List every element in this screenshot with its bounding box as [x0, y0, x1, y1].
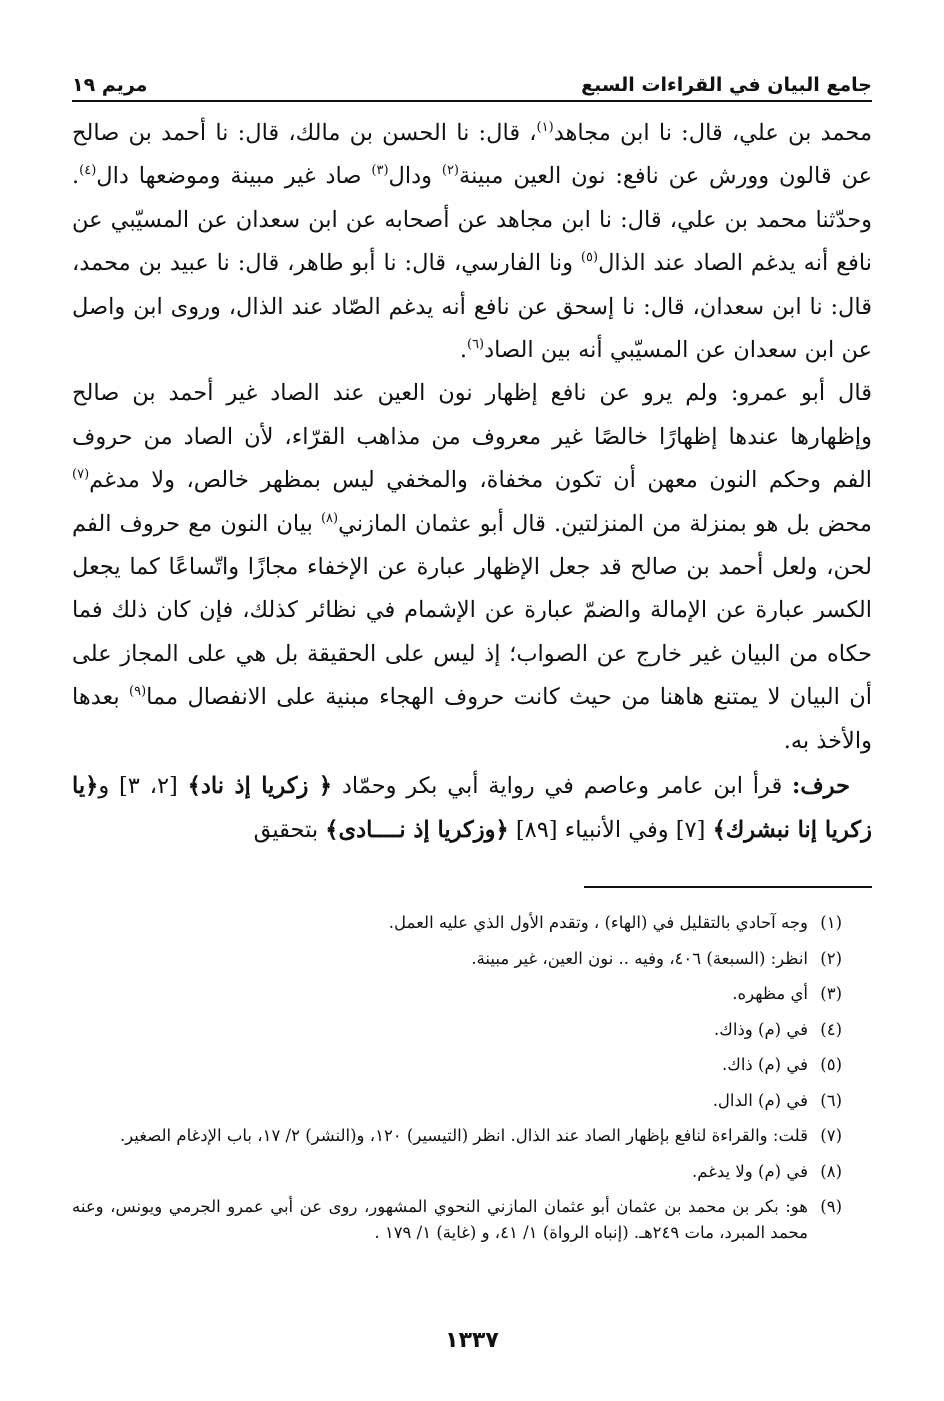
footnote-ref-8[interactable]: (٨): [320, 510, 339, 526]
footnote-number: (٩): [820, 1197, 842, 1216]
harf-label: حرف:: [792, 773, 850, 800]
footnote-8: [72, 1154, 842, 1190]
footnote-3: [72, 976, 842, 1012]
footnote-6: [72, 1083, 842, 1119]
footnote-ref-7[interactable]: (٧): [72, 467, 90, 483]
footnote-text: هو: بكر بن محمد بن عثمان أبو عثمان المازني النحوي المشهور، روى عن أبي عمرو الجرمي ويونس، وعنه محمد المبرد، مات ٢٤٩هـ. (إنباه الرواة) ١/ ٤١، و (غاية) ١/ ١٧٩ .: [72, 1197, 808, 1242]
quran-quote-3: ﴿وزكريا إذ نــــادى﴾: [325, 816, 509, 843]
footnote-text: في (م) وذاك.: [714, 1019, 808, 1039]
footnote-number: (٦): [820, 1090, 842, 1110]
footnote-number: (٢): [820, 948, 842, 968]
footnote-number: (٨): [820, 1161, 842, 1181]
footnote-text: في (م) ولا يدغم.: [692, 1161, 808, 1181]
footnote-4: [72, 1012, 842, 1048]
footnote-number: (١): [820, 913, 842, 932]
quran-quote-1: ﴿ زكريا إذ ناد﴾: [187, 773, 333, 800]
paragraph-1: محمد بن علي، قال: نا ابن مجاهد$^{(١)}$، قال: نا الحسن بن مالك، قال: نا أحمد بن صالح عن قالون وورش عن نافع: نون العين مبينة$^{(٢)}$ ودال$^{(٣)}$ صاد غير مبينة وموضعها دال$^{(٤)}$. وحدّثنا محمد بن علي، قال: نا ابن مجاهد عن أصحابه عن ابن سعدان عن المسيّبي عن نافع أنه يدغم الصاد عند الذال$^{(٥)}$ ونا الفارسي، قال: نا أبو طاهر، قال: نا عبيد بن محمد، قال: نا ابن سعدان، قال: نا إسحق عن نافع أنه يدغم الصّاد عند الذال، وروى ابن واصل عن ابن سعدان عن المسيّبي أنه بين الصاد$^{(٦)}$.: [72, 120, 872, 364]
footnote-separator: [584, 886, 872, 888]
footnote-text: انظر: (السبعة) ٤٠٦، وفيه .. نون العين، غير مبينة.: [471, 948, 808, 968]
quran-quote-2: ﴿يا زكريا إنا نبشرك﴾: [72, 773, 872, 843]
footnote-1: [72, 905, 842, 941]
footnote-number: (٧): [820, 1126, 842, 1145]
footnote-ref-4[interactable]: (٤): [79, 163, 97, 179]
book-title: جامع البيان في القراءات السبع: [581, 74, 872, 96]
main-text: [72, 112, 872, 852]
footnote-text: وجه آحادي بالتقليل في (الهاء) ، وتقدم الأول الذي عليه العمل.: [388, 913, 808, 932]
footnote-number: (٤): [820, 1019, 842, 1039]
footnote-ref-5[interactable]: (٥): [580, 250, 599, 266]
footnote-text: في (م) ذاك.: [722, 1055, 808, 1074]
running-header: [72, 56, 872, 96]
header-rule: [72, 100, 872, 102]
footnote-text: قلت: والقراءة لنافع بإظهار الصاد عند الذال. انظر (التيسير) ١٢٠، و(النشر) ٢/ ١٧، باب الإدغام الصغير.: [119, 1126, 808, 1145]
page-number: ١٣٣٧: [445, 1328, 499, 1353]
footnotes: [72, 905, 842, 1246]
paragraph-2: قال أبو عمرو: ولم يرو عن نافع إظهار نون العين عند الصاد غير أحمد بن صالح وإظهارها عندها إظهارًا خالصًا غير معروف من مذاهب القرّاء، لأن الصاد من حروف الفم وحكم النون معهن أن تكون مخفاة، والمخفي ليس بمظهر خالص، ولا مدغم$^{(٧)}$ محض بل هو بمنزلة من المنزلتين. قال أبو عثمان المازني$^{(٨)}$ بيان النون مع حروف الفم لحن، ولعل أحمد بن صالح قد جعل الإظهار عبارة عن الإخفاء مجازًا واتّساعًا كما يجعل الكسر عبارة عن الإمالة والضمّ عبارة عن الإشمام في نظائر كذلك، فإن كان ذلك فما حكاه من البيان غير خارج عن الصواب؛ إذ ليس على الحقيقة بل هي على المجاز على أن البيان لا يمتنع هاهنا من حيث كانت حروف الهجاء مبنية على الانفصال مما$^{(٩)}$ بعدها والأخذ به.: [72, 380, 872, 754]
footnote-2: [72, 941, 842, 977]
surah-verse-label: مريم ١٩: [72, 74, 148, 96]
footnote-ref-3[interactable]: (٣): [371, 163, 389, 179]
footnote-7: [72, 1118, 842, 1154]
footnote-ref-9[interactable]: (٩): [129, 684, 147, 700]
footnote-text: أي مظهره.: [732, 984, 808, 1003]
footnote-number: (٣): [820, 984, 842, 1003]
footnote-9: [72, 1189, 842, 1246]
harf-paragraph: حرف: قرأ ابن عامر وعاصم في رواية أبي بكر وحمّاد ﴿ زكريا إذ ناد﴾ [٢، ٣] و﴿يا زكريا إنا نبشرك﴾ [٧] وفي الأنبياء [٨٩] ﴿وزكريا إذ نــــادى﴾ بتحقيق: [72, 773, 872, 843]
footnote-text: في (م) الدال.: [712, 1090, 808, 1110]
footnote-ref-1[interactable]: (١): [536, 120, 554, 135]
footnote-5: [72, 1047, 842, 1083]
footnote-ref-6[interactable]: (٦): [466, 337, 485, 353]
footnote-number: (٥): [820, 1055, 842, 1074]
footnote-ref-2[interactable]: (٢): [441, 163, 459, 179]
